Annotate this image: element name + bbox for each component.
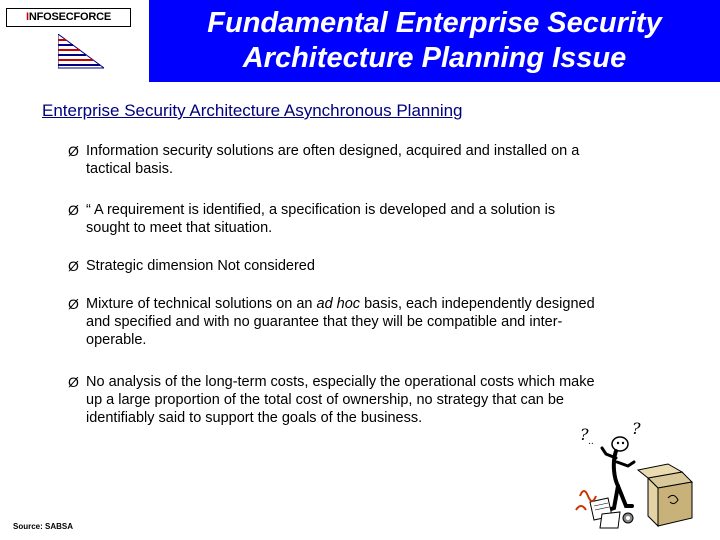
page-title bbox=[207, 6, 661, 76]
arrow-bullet-icon: Ø bbox=[68, 202, 79, 218]
confused-figure-with-box-icon bbox=[568, 418, 698, 534]
bullet-text-line: Mixture of technical solutions on an bbox=[86, 296, 317, 312]
logo bbox=[4, 4, 132, 80]
title-banner bbox=[149, 0, 720, 82]
bullet-text-line: operable. bbox=[86, 332, 147, 348]
bullet-text-line: identifiably said to support the goals of the business. bbox=[86, 410, 423, 426]
bullet-text-line: Information security solutions are often designed, acquired and installed on a bbox=[86, 143, 580, 159]
arrow-bullet-icon: Ø bbox=[68, 258, 79, 274]
bullet-item bbox=[68, 201, 555, 237]
bullet-text-line: up a large proportion of the total cost of ownership, no strategy that can be bbox=[86, 392, 564, 408]
svg-text:..: .. bbox=[588, 437, 594, 447]
striped-triangle-icon bbox=[58, 34, 104, 70]
bullet-text-line: Strategic dimension Not considered bbox=[86, 258, 315, 274]
arrow-bullet-icon: Ø bbox=[68, 296, 79, 312]
bullet-item bbox=[68, 257, 315, 275]
bullet-item bbox=[68, 373, 595, 427]
bullet-text-line: “ A requirement is identified, a specification is developed and a solution is bbox=[86, 202, 556, 218]
logo-first-letter: I bbox=[26, 11, 29, 23]
bullet-text-line: No analysis of the long-term costs, especially the operational costs which make bbox=[86, 374, 595, 390]
logo-rest: NFOSECFORCE bbox=[28, 11, 111, 23]
arrow-bullet-icon: Ø bbox=[68, 143, 79, 159]
bullet-text-line: and specified and with no guarantee that they will be compatible and inter- bbox=[86, 314, 563, 330]
title-line-2: Architecture Planning Issue bbox=[242, 42, 627, 74]
bullet-text-line: tactical basis. bbox=[86, 161, 174, 177]
svg-text:?: ? bbox=[632, 419, 641, 438]
bullet-text-line: basis, each independently designed bbox=[360, 296, 595, 312]
bullet-item bbox=[68, 295, 595, 349]
svg-text:?: ? bbox=[580, 425, 589, 444]
bullet-text-line: sought to meet that situation. bbox=[86, 220, 273, 236]
logo-text bbox=[6, 8, 131, 27]
bullet-item bbox=[68, 142, 579, 178]
bullet-text-emphasis: ad hoc bbox=[316, 296, 361, 312]
arrow-bullet-icon: Ø bbox=[68, 374, 79, 390]
source-caption: Source: SABSA bbox=[13, 522, 74, 531]
section-heading: Enterprise Security Architecture Asynchronous Planning bbox=[42, 101, 463, 120]
title-line-1: Fundamental Enterprise Security bbox=[207, 7, 662, 39]
